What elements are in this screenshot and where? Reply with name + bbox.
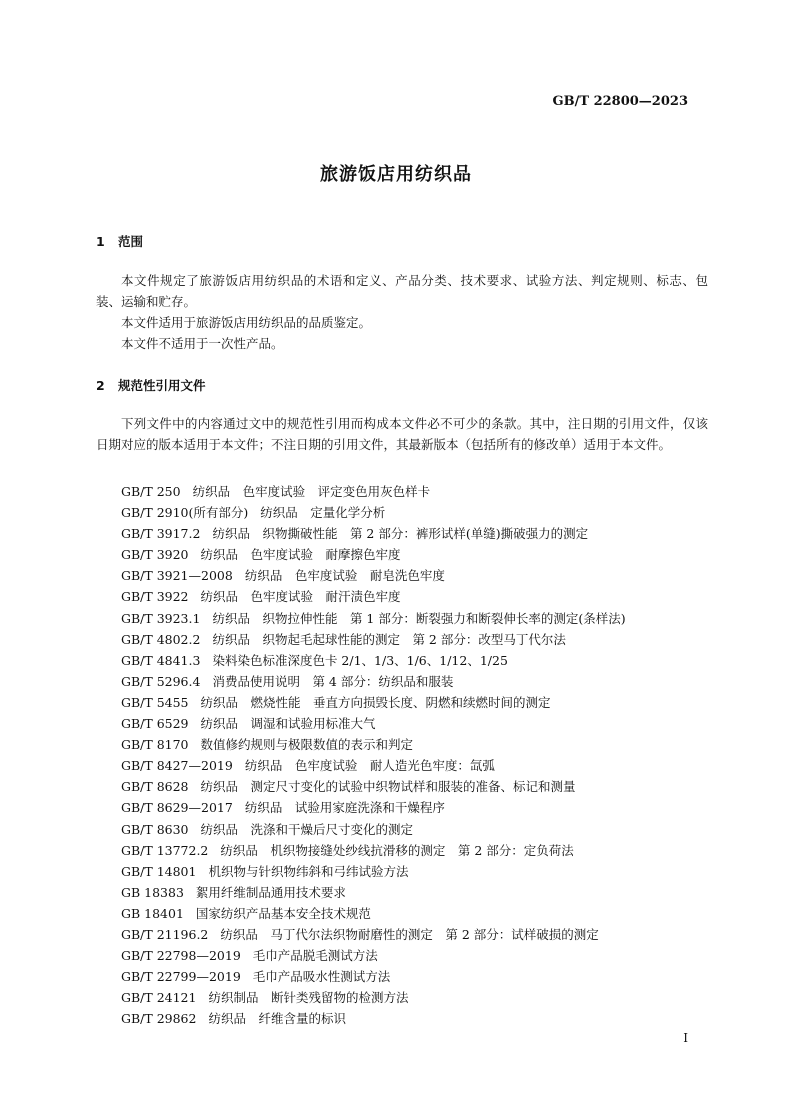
reference-item (121, 713, 626, 734)
reference-title: 纺织品 定量化学分析 (260, 505, 386, 521)
reference-title: 纺织品 调湿和试验用标准大气 (200, 716, 376, 732)
reference-item (121, 502, 626, 523)
reference-code: GB/T 8630 (121, 821, 189, 837)
reference-item (121, 692, 626, 713)
reference-code: GB/T 29862 (121, 1011, 197, 1027)
section-heading-normative-references (96, 376, 206, 394)
reference-item (121, 945, 626, 966)
reference-code: GB/T 4802.2 (121, 631, 201, 647)
reference-item (121, 608, 626, 629)
reference-item (121, 1008, 626, 1029)
reference-title: 纺织品 测定尺寸变化的试验中织物试样和服装的准备、标记和测量 (200, 779, 576, 795)
scope-paragraph-1: 本文件规定了旅游饭店用纺织品的术语和定义、产品分类、技术要求、试验方法、判定规则、标志、包装、运输和贮存。 (96, 273, 708, 309)
reference-item (121, 650, 626, 671)
reference-title: 纺织品 织物撕破性能 第 2 部分：裤形试样(单缝)撕破强力的测定 (212, 526, 589, 542)
reference-list (121, 481, 626, 1029)
reference-code: GB/T 8427—2019 (121, 758, 233, 774)
reference-item (121, 987, 626, 1008)
reference-title: 毛巾产品脱毛测试方法 (252, 948, 378, 964)
reference-code: GB/T 8628 (121, 779, 189, 795)
reference-title: 纺织品 纤维含量的标识 (208, 1011, 346, 1027)
reference-title: 纺织品 机织物接缝处纱线抗滑移的测定 第 2 部分：定负荷法 (220, 842, 574, 858)
reference-code: GB/T 8629—2017 (121, 800, 233, 816)
section-heading-scope (96, 232, 143, 250)
reference-item (121, 629, 626, 650)
reference-code: GB/T 250 (121, 484, 181, 499)
reference-title: 染料染色标准深度色卡 2/1、1/3、1/6、1/12、1/25 (212, 652, 508, 668)
reference-item (121, 797, 626, 818)
reference-code: GB/T 8170 (121, 737, 189, 753)
reference-title: 纺织品 洗涤和干燥后尺寸变化的测定 (200, 821, 414, 837)
document-title: 旅游饭店用纺织品 (320, 164, 472, 185)
reference-code: GB 18383 (121, 884, 184, 900)
reference-item (121, 861, 626, 882)
reference-code: GB/T 3923.1 (121, 610, 201, 626)
reference-code: GB/T 13772.2 (121, 842, 209, 858)
reference-code: GB/T 5455 (121, 694, 189, 710)
reference-title: 毛巾产品吸水性测试方法 (252, 969, 391, 985)
reference-title: 纺织品 色牢度试验 耐汗渍色牢度 (200, 589, 401, 605)
reference-item (121, 966, 626, 987)
reference-item (121, 755, 626, 776)
reference-title: 纺织品 马丁代尔法织物耐磨性的测定 第 2 部分：试样破损的测定 (220, 926, 599, 942)
standard-code: GB/T 22800—2023 (552, 94, 688, 109)
reference-title: 纺织品 燃烧性能 垂直方向损毁长度、阴燃和续燃时间的测定 (200, 694, 551, 710)
reference-code: GB/T 3922 (121, 589, 189, 605)
reference-title: 纺织品 色牢度试验 耐皂洗色牢度 (244, 568, 445, 584)
reference-code: GB/T 5296.4 (121, 673, 201, 689)
reference-title: 纺织品 织物拉伸性能 第 1 部分：断裂强力和断裂伸长率的测定(条样法) (212, 610, 626, 626)
scope-paragraph-3: 本文件不适用于一次性产品。 (121, 336, 284, 351)
reference-title: 纺织品 织物起毛起球性能的测定 第 2 部分：改型马丁代尔法 (212, 631, 566, 647)
reference-title: 纺织品 色牢度试验 耐人造光色牢度：氙弧 (244, 758, 495, 774)
scope-paragraph-2: 本文件适用于旅游饭店用纺织品的品质鉴定。 (121, 315, 372, 330)
reference-item (121, 903, 626, 924)
reference-code: GB/T 14801 (121, 863, 197, 879)
reference-code: GB/T 22799—2019 (121, 969, 241, 985)
reference-title: 纺织品 色牢度试验 评定变色用灰色样卡 (192, 484, 431, 499)
reference-title: 纺织品 试验用家庭洗涤和干燥程序 (244, 800, 445, 816)
section-number: 2 (96, 378, 105, 393)
reference-title: 机织物与针织物纬斜和弓纬试验方法 (208, 863, 409, 879)
section-number: 1 (96, 234, 105, 249)
reference-code: GB 18401 (121, 905, 184, 921)
reference-title: 国家纺织产品基本安全技术规范 (195, 905, 371, 921)
reference-title: 絮用纤维制品通用技术要求 (195, 884, 346, 900)
section-title: 规范性引用文件 (118, 378, 206, 393)
reference-code: GB/T 6529 (121, 716, 189, 732)
reference-code: GB/T 3920 (121, 547, 189, 563)
reference-item (121, 586, 626, 607)
reference-item (121, 671, 626, 692)
reference-code: GB/T 24121 (121, 990, 197, 1006)
reference-item (121, 481, 626, 502)
section-title: 范围 (118, 234, 144, 249)
reference-code: GB/T 2910(所有部分) (121, 505, 249, 521)
reference-item (121, 840, 626, 861)
reference-code: GB/T 4841.3 (121, 652, 201, 668)
reference-item (121, 924, 626, 945)
reference-item (121, 819, 626, 840)
reference-title: 纺织制品 断针类残留物的检测方法 (208, 990, 409, 1006)
reference-code: GB/T 21196.2 (121, 926, 209, 942)
reference-item (121, 565, 626, 586)
reference-title: 消费品使用说明 第 4 部分：纺织品和服装 (212, 673, 454, 689)
reference-item (121, 882, 626, 903)
reference-item (121, 734, 626, 755)
reference-code: GB/T 3917.2 (121, 526, 201, 542)
reference-item (121, 544, 626, 565)
reference-title: 纺织品 色牢度试验 耐摩擦色牢度 (200, 547, 401, 563)
page-number: I (683, 1031, 688, 1045)
reference-item (121, 776, 626, 797)
reference-code: GB/T 3921—2008 (121, 568, 233, 584)
reference-title: 数值修约规则与极限数值的表示和判定 (200, 737, 414, 753)
reference-code: GB/T 22798—2019 (121, 948, 241, 964)
reference-item (121, 523, 626, 544)
normative-intro-paragraph: 下列文件中的内容通过文中的规范性引用而构成本文件必不可少的条款。其中，注日期的引用文件，仅该日期对应的版本适用于本文件；不注日期的引用文件，其最新版本（包括所有的修改单）适用于本文件。 (96, 416, 708, 452)
